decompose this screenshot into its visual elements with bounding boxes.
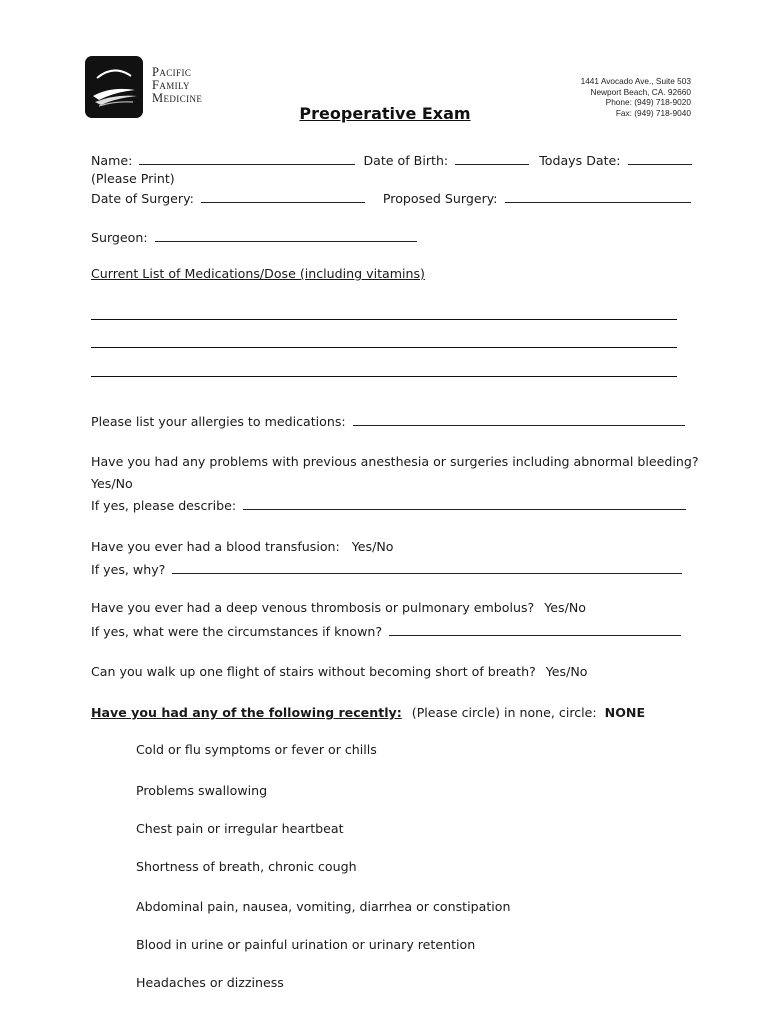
address-line: 1441 Avocado Ave., Suite 503 bbox=[580, 76, 691, 86]
medications-heading: Current List of Medications/Dose (including vitamins) bbox=[91, 266, 425, 281]
transfusion-question: Have you ever had a blood transfusion: bbox=[91, 539, 340, 554]
surgery-row bbox=[91, 190, 691, 207]
transfusion-row bbox=[91, 539, 393, 555]
anesthesia-describe-label: If yes, please describe: bbox=[91, 498, 237, 513]
medication-line[interactable] bbox=[91, 376, 677, 377]
page-title: Preoperative Exam bbox=[299, 104, 471, 123]
proposed-surgery-label: Proposed Surgery: bbox=[382, 191, 498, 206]
transfusion-why-field[interactable] bbox=[172, 561, 682, 574]
symptom-item[interactable]: Abdominal pain, nausea, vomiting, diarrhea or constipation bbox=[136, 899, 511, 914]
dob-label: Date of Birth: bbox=[363, 153, 449, 168]
stairs-question: Can you walk up one flight of stairs without becoming short of breath? bbox=[91, 664, 536, 679]
address-line: Newport Beach, CA. 92660 bbox=[590, 86, 691, 97]
symptom-item[interactable]: Cold or flu symptoms or fever or chills bbox=[136, 742, 377, 757]
name-label: Name: bbox=[91, 153, 133, 168]
symptom-item[interactable]: Shortness of breath, chronic cough bbox=[136, 859, 357, 874]
allergies-field[interactable] bbox=[353, 413, 685, 426]
medication-line[interactable] bbox=[91, 319, 677, 320]
name-row bbox=[91, 152, 692, 169]
logo-wordmark bbox=[152, 66, 202, 105]
anesthesia-question: Have you had any problems with previous anesthesia or surgeries including abnormal bleeding? bbox=[91, 454, 699, 469]
anesthesia-describe-field[interactable] bbox=[243, 497, 686, 510]
address-line: Fax: (949) 718-9040 bbox=[615, 107, 691, 118]
stairs-row bbox=[91, 664, 587, 680]
recent-heading-row bbox=[91, 705, 645, 721]
dvt-question: Have you ever had a deep venous thrombosis or pulmonary embolus? bbox=[91, 600, 535, 615]
today-field[interactable] bbox=[628, 152, 692, 165]
dvt-circumstances-field[interactable] bbox=[389, 623, 681, 636]
logo-word: Family bbox=[152, 78, 190, 92]
dvt-row bbox=[91, 600, 586, 616]
print-note: (Please Print) bbox=[91, 171, 175, 186]
symptom-item[interactable]: Problems swallowing bbox=[136, 783, 268, 798]
anesthesia-options[interactable]: Yes/No bbox=[91, 476, 133, 491]
symptom-item[interactable]: Blood in urine or painful urination or urinary retention bbox=[136, 937, 476, 952]
dob-field[interactable] bbox=[455, 152, 529, 165]
allergies-row bbox=[91, 413, 685, 430]
surgery-date-label: Date of Surgery: bbox=[91, 191, 194, 206]
transfusion-why-row bbox=[91, 561, 682, 578]
dvt-circumstances-label: If yes, what were the circumstances if known? bbox=[91, 624, 383, 639]
recent-instruction: (Please circle) in none, circle: bbox=[411, 705, 597, 720]
recent-heading: Have you had any of the following recently: bbox=[91, 705, 402, 720]
dvt-circumstances-row bbox=[91, 623, 681, 640]
medication-line[interactable] bbox=[91, 347, 677, 348]
surgeon-label: Surgeon: bbox=[91, 230, 148, 245]
dvt-options[interactable]: Yes/No bbox=[544, 600, 586, 615]
address-line: Phone: (949) 718-9020 bbox=[605, 97, 691, 108]
symptom-item[interactable]: Chest pain or irregular heartbeat bbox=[136, 821, 344, 836]
surgeon-field[interactable] bbox=[155, 229, 417, 242]
surgery-date-field[interactable] bbox=[201, 190, 365, 203]
symptom-item[interactable]: Headaches or dizziness bbox=[136, 975, 284, 990]
name-field[interactable] bbox=[139, 152, 355, 165]
logo-word: Pacific bbox=[152, 65, 192, 79]
logo-word: Medicine bbox=[152, 91, 203, 105]
transfusion-options[interactable]: Yes/No bbox=[351, 539, 394, 554]
proposed-surgery-field[interactable] bbox=[505, 190, 691, 203]
allergies-label: Please list your allergies to medications: bbox=[91, 414, 346, 429]
anesthesia-describe-row bbox=[91, 497, 686, 514]
none-option[interactable]: NONE bbox=[604, 705, 646, 720]
today-label: Todays Date: bbox=[539, 153, 621, 168]
stairs-options[interactable]: Yes/No bbox=[545, 664, 588, 679]
surgeon-row bbox=[91, 229, 417, 246]
transfusion-why-label: If yes, why? bbox=[91, 562, 166, 577]
